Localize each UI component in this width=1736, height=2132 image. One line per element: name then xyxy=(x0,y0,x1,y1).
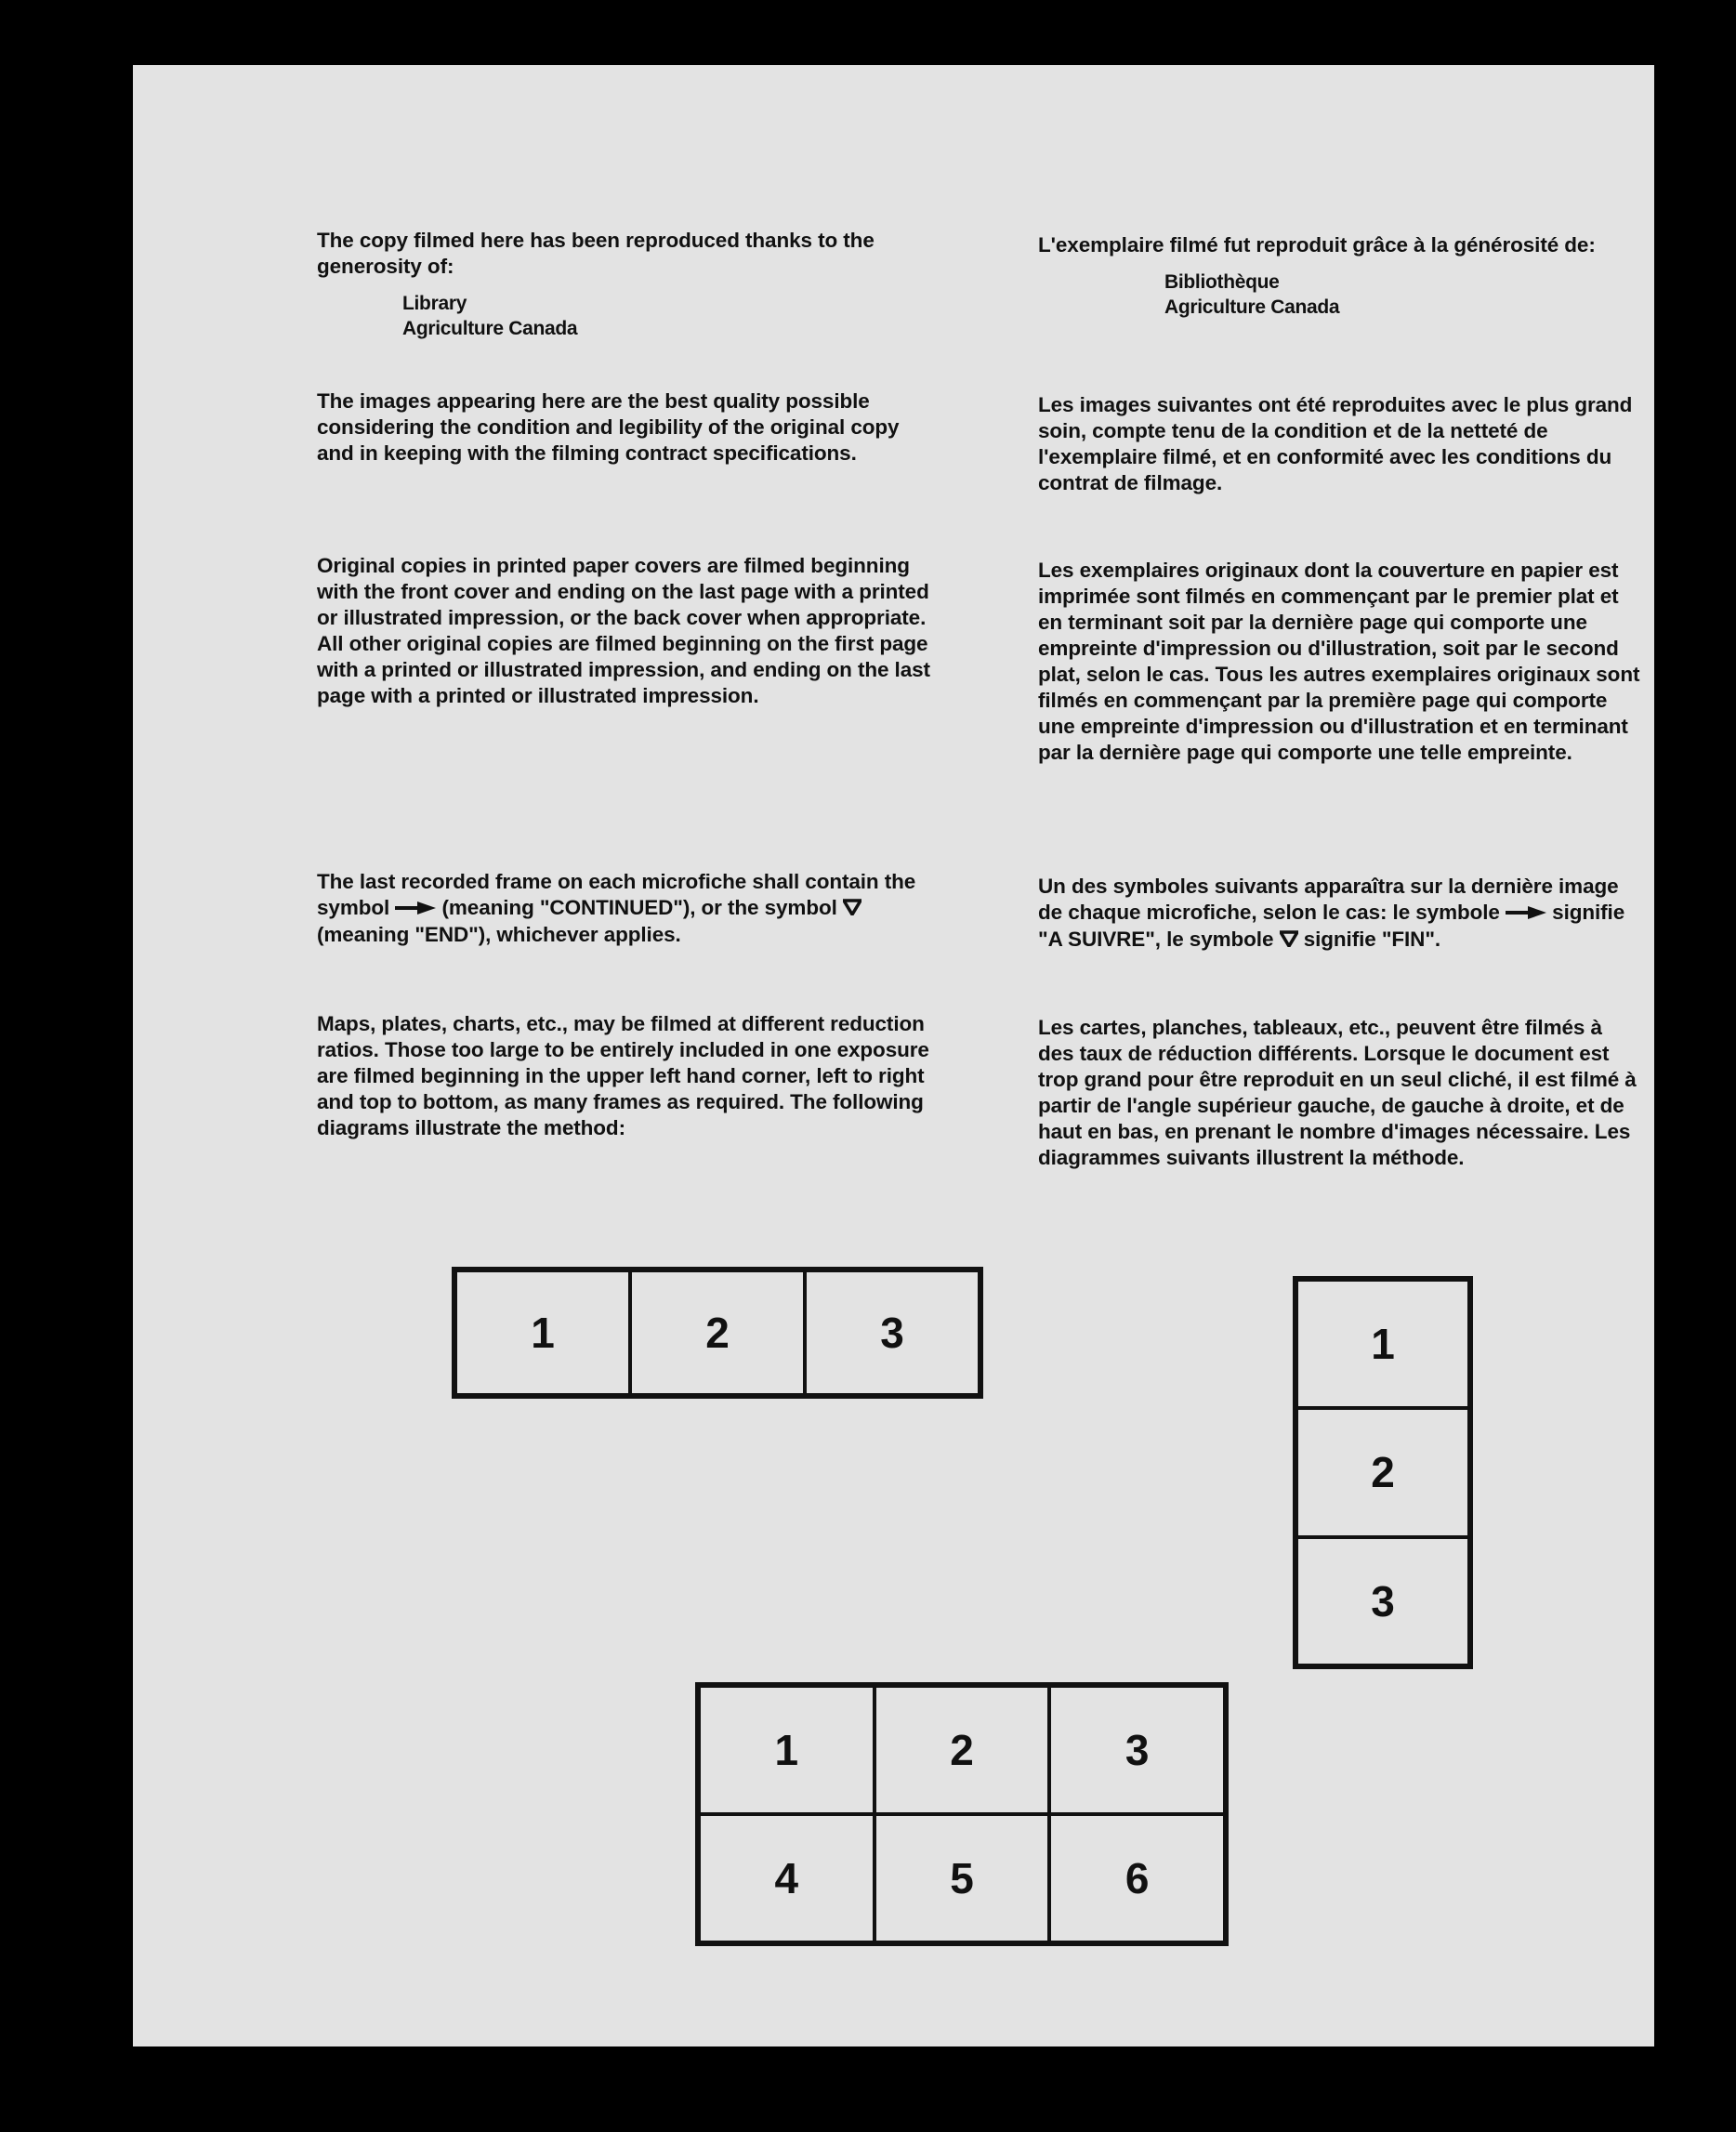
institution-line-2-fr: Agriculture Canada xyxy=(1164,296,1340,318)
diagram-horizontal xyxy=(452,1267,983,1399)
symbol-text-c-fr: signifie "FIN". xyxy=(1303,928,1441,952)
frame-cell: 3 xyxy=(1049,1686,1225,1814)
frame-cell: 4 xyxy=(699,1814,875,1942)
maps-text-fr: Les cartes, planches, tableaux, etc., peuvent être filmés à des taux de réduction différents. Lorsque le document est trop grand pour être reproduit en un seul cliché, il est filmé à partir de l'angle supérieur gauche, de gauche à droite, et de haut en bas, en prenant le nombre d'images nécessaire. Les diagrammes suivants illustrent la méthode. xyxy=(1038,1016,1637,1169)
frame-cell: 2 xyxy=(1296,1408,1469,1536)
triangle-down-icon xyxy=(1280,928,1298,954)
frame-cell: 1 xyxy=(699,1686,875,1814)
institution-line-2: Agriculture Canada xyxy=(402,318,578,339)
quality-text-fr: Les images suivantes ont été reproduites avec le plus grand soin, compte tenu de la condition et de la netteté de l'exemplaire filmé, et en conformité avec les conditions du contrat de filmage. xyxy=(1038,393,1633,494)
symbol-text-a-fr: Un des symboles suivants apparaîtra sur la dernière image de chaque microfiche, selon le cas: le symbole xyxy=(1038,875,1619,924)
frame-cell: 6 xyxy=(1049,1814,1225,1942)
originals-text-fr: Les exemplaires originaux dont la couverture en papier est imprimée sont filmés en commençant par le premier plat et en terminant soit par la dernière page qui comporte une empreinte d'impression ou d'illustration, soit par le second plat, selon le cas. Tous les autres exemplaires originaux sont filmés en commençant par la première page qui comporte une empreinte d'impression ou d'illustration et en terminant par la dernière page qui comporte une telle empreinte. xyxy=(1038,559,1640,764)
diagram-vertical xyxy=(1293,1276,1473,1669)
triangle-down-icon xyxy=(843,896,861,922)
intro-text-fr: L'exemplaire filmé fut reproduit grâce à la générosité de: xyxy=(1038,233,1596,257)
symbol-text-c: (meaning "END"), whichever applies. xyxy=(317,923,681,947)
frame-cell: 5 xyxy=(875,1814,1050,1942)
frame-cell: 3 xyxy=(805,1270,980,1395)
frame-cell: 3 xyxy=(1296,1537,1469,1665)
symbol-text-a: The last recorded frame on each microfiche shall contain the symbol xyxy=(317,870,916,919)
microfiche-target-page xyxy=(133,65,1654,2046)
frame-cell: 2 xyxy=(630,1270,805,1395)
symbol-text-fr xyxy=(1038,874,1642,954)
originals-text: Original copies in printed paper covers are filmed beginning with the front cover and ending on the last page with a printed or illustrated impression, or the back cover when appropriate. All other original copies are filmed beginning on the first page with a printed or illustrated impression, and ending on the last page with a printed or illustrated impression. xyxy=(317,554,930,707)
institution-line-1: Library xyxy=(402,293,467,314)
symbol-text-b-fr: signifie "A SUIVRE", le symbole xyxy=(1038,901,1625,952)
intro-text: The copy filmed here has been reproduced thanks to the generosity of: xyxy=(317,229,875,278)
arrow-right-icon xyxy=(1506,901,1546,927)
maps-text: Maps, plates, charts, etc., may be filmed at different reduction ratios. Those too large to be entirely included in one exposure are filmed beginning in the upper left hand corner, left to right and top to bottom, as many frames as required. The following diagrams illustrate the method: xyxy=(317,1012,929,1139)
symbol-text xyxy=(317,869,930,948)
quality-text: The images appearing here are the best quality possible considering the condition and legibility of the original copy and in keeping with the filming contract specifications. xyxy=(317,389,900,465)
arrow-right-icon xyxy=(395,896,436,922)
institution-line-1-fr: Bibliothèque xyxy=(1164,271,1280,293)
symbol-text-b: (meaning "CONTINUED"), or the symbol xyxy=(441,896,837,919)
frame-cell: 1 xyxy=(1296,1280,1469,1408)
diagram-grid xyxy=(695,1682,1229,1946)
frame-cell: 2 xyxy=(875,1686,1050,1814)
frame-cell: 1 xyxy=(455,1270,630,1395)
